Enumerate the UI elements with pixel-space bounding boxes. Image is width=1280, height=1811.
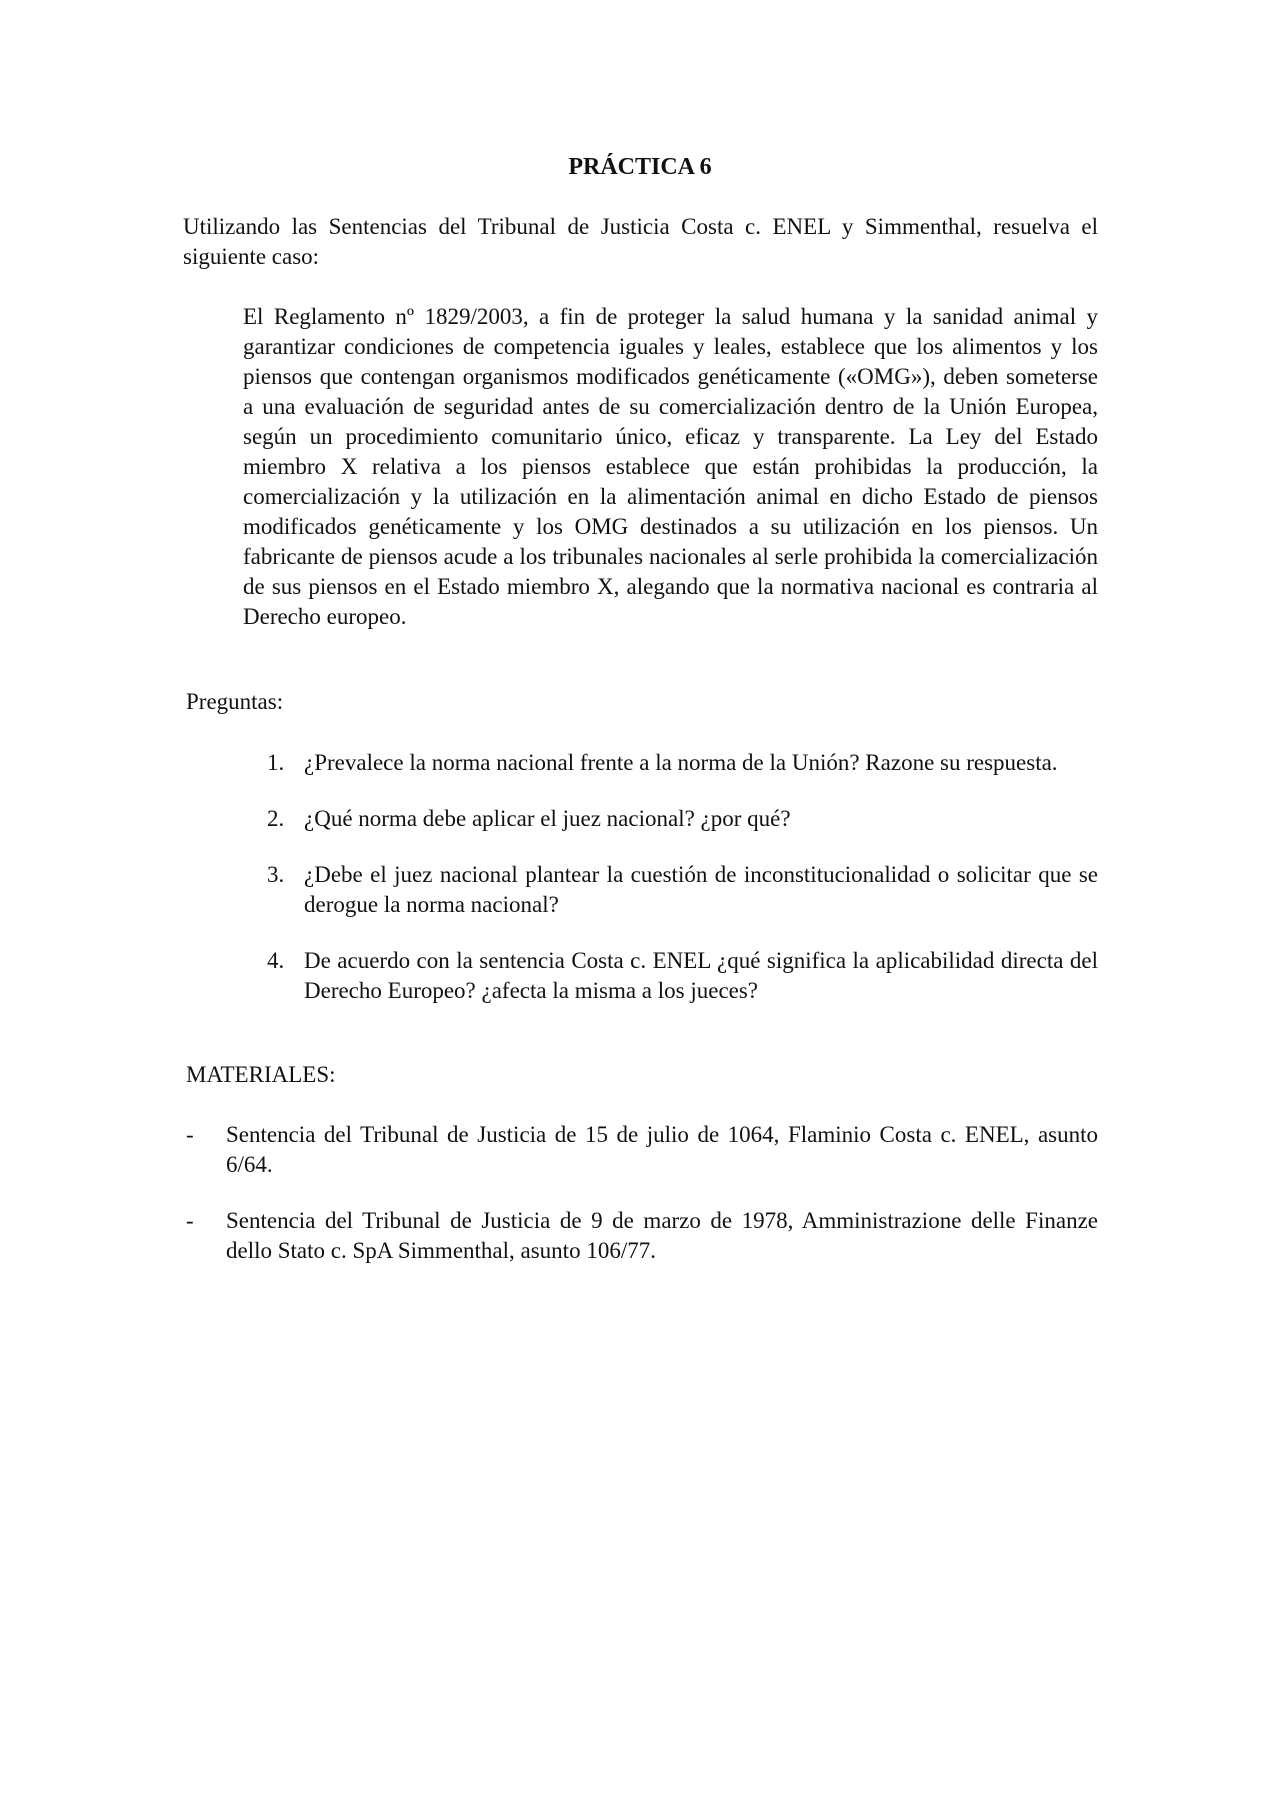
question-number: 4. [267,948,285,973]
materials-list [186,1120,1098,1292]
question-text: ¿Prevalece la norma nacional frente a la norma de la Unión? Razone su respuesta. [304,750,1058,775]
bullet-dash: - [186,1122,194,1147]
document-title: PRÁCTICA 6 [568,154,712,180]
question-text: ¿Qué norma debe aplicar el juez nacional? ¿por qué? [304,806,791,831]
questions-heading: Preguntas: [186,689,284,714]
list-item [186,1120,1098,1180]
question-number: 3. [267,862,285,887]
list-item [243,748,1098,778]
material-text: Sentencia del Tribunal de Justicia de 9 de marzo de 1978, Amministrazione delle Finanze dello Stato c. SpA Simmenthal, asunto 106/77. [226,1208,1098,1263]
case-paragraph: El Reglamento nº 1829/2003, a fin de proteger la salud humana y la sanidad animal y garantizar condiciones de competencia iguales y leales, establece que los alimentos y los piensos que contengan organismos modificados genéticamente («OMG»), deben someterse a una evaluación de seguridad antes de su comercialización dentro de la Unión Europea, según un procedimiento comunitario único, eficaz y transparente. La Ley del Estado miembro X relativa a los piensos establece que están prohibidas la producción, la comercialización y la utilización en la alimentación animal en dicho Estado de piensos modificados genéticamente y los OMG destinados a su utilización en los piensos. Un fabricante de piensos acude a los tribunales nacionales al serle prohibida la comercialización de sus piensos en el Estado miembro X, alegando que la normativa nacional es contraria al Derecho europeo. [243,304,1098,629]
question-text: De acuerdo con la sentencia Costa c. ENEL ¿qué significa la aplicabilidad directa del Derecho Europeo? ¿afecta la misma a los jueces? [304,948,1098,1003]
bullet-dash: - [186,1208,194,1233]
materials-heading: MATERIALES: [186,1062,336,1087]
list-item [243,804,1098,834]
list-item [243,946,1098,1006]
question-text: ¿Debe el juez nacional plantear la cuestión de inconstitucionalidad o solicitar que se derogue la norma nacional? [304,862,1098,917]
list-item [186,1206,1098,1266]
list-item [243,860,1098,920]
question-number: 1. [267,750,285,775]
material-text: Sentencia del Tribunal de Justicia de 15 de julio de 1064, Flaminio Costa c. ENEL, asunto 6/64. [226,1122,1098,1177]
questions-list [243,748,1098,1032]
question-number: 2. [267,806,285,831]
intro-paragraph: Utilizando las Sentencias del Tribunal de Justicia Costa c. ENEL y Simmenthal, resuelva el siguiente caso: [183,214,1098,269]
